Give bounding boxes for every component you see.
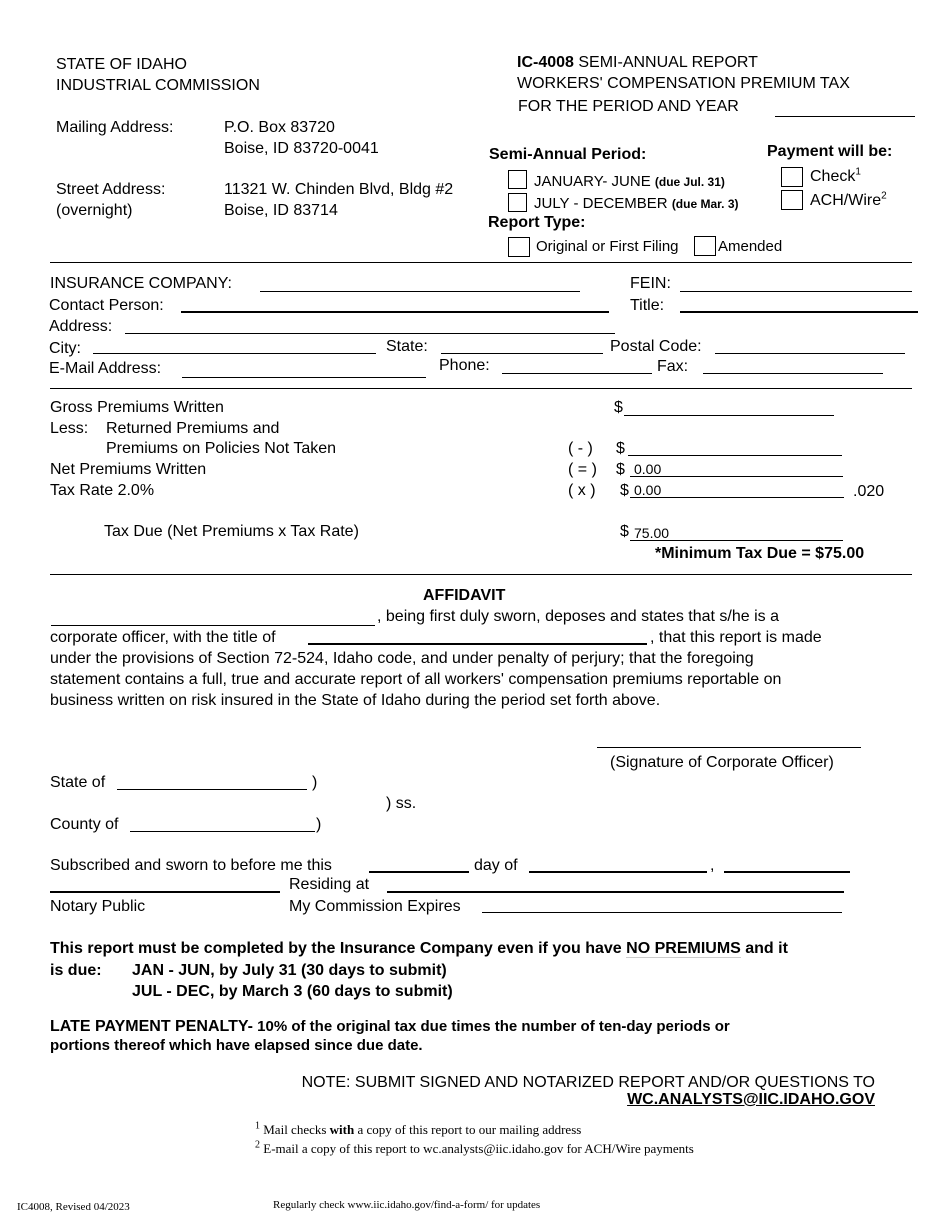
report-subtitle: WORKERS' COMPENSATION PREMIUM TAX [517,75,850,92]
option-check [810,166,861,185]
title-label: Title: [630,297,665,314]
currency-symbol: $ [616,440,625,457]
checkbox-ach-wire[interactable] [781,190,803,210]
county-of-input[interactable] [130,816,315,832]
street-address-sublabel: (overnight) [56,202,133,219]
footnote-text: E-mail a copy of this report to wc.analysts@iic.idaho.gov for ACH/Wire payments [260,1141,694,1156]
operator-times: ( x ) [568,482,596,499]
fein-label: FEIN: [630,275,671,292]
currency-symbol: $ [620,523,629,540]
mailing-address-label: Mailing Address: [56,119,174,136]
agency-name-line2: INDUSTRIAL COMMISSION [56,77,260,94]
footnote-ref: 2 [881,190,887,202]
city-label: City: [49,340,81,357]
notary-signature-input[interactable] [50,877,280,893]
tax-rate-label: Tax Rate 2.0% [50,482,155,499]
signature-label: (Signature of Corporate Officer) [610,754,834,771]
period-year-input[interactable] [775,101,915,117]
month-input[interactable] [529,857,707,873]
operator-minus: ( - ) [568,440,593,457]
address-input[interactable] [125,318,615,334]
checkbox-original-filing[interactable] [508,237,530,257]
street-address-line1: 11321 W. Chinden Blvd, Bldg #2 [224,181,454,198]
checkbox-july-december[interactable] [508,193,527,212]
net-premiums-label: Net Premiums Written [50,461,207,478]
minimum-tax-note: *Minimum Tax Due = $75.00 [655,545,865,562]
state-input[interactable] [441,338,603,354]
checkbox-amended[interactable] [694,236,716,256]
street-address-line2: Boise, ID 83714 [224,202,338,219]
footnote-emphasis: with [329,1122,355,1137]
form-number: IC-4008 [517,54,574,71]
state-of-input[interactable] [117,774,307,790]
gross-premiums-label: Gross Premiums Written [50,399,224,416]
signature-input[interactable] [597,732,861,748]
affidavit-heading: AFFIDAVIT [423,587,506,604]
tax-due-label: Tax Due (Net Premiums x Tax Rate) [104,523,359,540]
option-label: Check [810,168,856,185]
form-revision: IC4008, Revised 04/2023 [17,1201,130,1213]
submit-note: NOTE: SUBMIT SIGNED AND NOTARIZED REPORT AND/OR QUESTIONS TO [301,1074,875,1091]
footnote-text: Mail checks [260,1122,330,1137]
insurance-company-label: INSURANCE COMPANY: [50,275,232,292]
late-penalty-text2: portions thereof which have elapsed since due date. [50,1037,423,1054]
subscribed-label: Subscribed and sworn to before me this [50,857,332,874]
returned-premiums-input[interactable] [628,440,842,456]
email-input[interactable] [182,362,426,378]
update-note: Regularly check www.iic.idaho.gov/find-a-form/ for updates [273,1199,541,1211]
footnote-1 [255,1120,582,1137]
county-of-label: County of [50,816,119,833]
period-year-label: FOR THE PERIOD AND YEAR [518,98,739,115]
option-original-filing: Original or First Filing [536,238,679,255]
affidavit-line2-suffix: , that this report is made [650,629,822,646]
day-of-label: day of [474,857,518,874]
gross-premiums-input[interactable] [624,400,834,416]
net-premiums-input[interactable] [630,461,843,477]
footnote-ref: 1 [255,1120,260,1132]
option-amended: Amended [718,238,783,255]
address-label: Address: [49,318,113,335]
mailing-address-line2: Boise, ID 83720-0041 [224,140,379,157]
option-label: JULY - DECEMBER [534,195,672,212]
late-penalty [50,1019,730,1035]
footnote-ref: 2 [255,1139,260,1151]
instructions-due-label: is due: [50,962,102,979]
due-date: (due Mar. 3) [671,197,739,211]
affiant-name-input[interactable] [51,610,375,626]
day-input[interactable] [369,857,469,873]
paren: ) [312,774,318,791]
affidavit-line5: business written on risk insured in the State of Idaho during the period set forth above. [50,692,661,709]
option-july-december [534,196,739,211]
phone-label: Phone: [439,357,490,374]
comma: , [710,857,715,874]
report-title [517,55,758,71]
year-input[interactable] [724,857,850,873]
affidavit-line2-prefix: corporate officer, with the title of [50,629,276,646]
currency-symbol: $ [620,482,629,499]
tax-due-input[interactable] [630,525,843,541]
instructions-text: This report must be completed by the Insurance Company even if you have [50,940,627,957]
late-penalty-label: LATE PAYMENT PENALTY- [50,1018,253,1035]
officer-title-input[interactable] [308,629,647,645]
agency-name-line1: STATE OF IDAHO [56,56,187,73]
option-label: JANUARY- JUNE [534,173,655,190]
checkbox-check[interactable] [781,167,803,187]
instructions-due-jan-jun: JAN - JUN, by July 31 (30 days to submit) [132,962,447,979]
city-input[interactable] [93,338,376,354]
residing-at-label: Residing at [289,876,370,893]
commission-expires-label: My Commission Expires [289,898,461,915]
checkbox-january-june[interactable] [508,170,527,189]
instructions-line1 [50,941,788,957]
title-input[interactable] [680,297,918,313]
returned-premiums-label: Returned Premiums and [106,420,280,437]
report-type-heading: Report Type: [488,214,586,231]
report-title-text: SEMI-ANNUAL REPORT [573,54,758,71]
affidavit-line3: under the provisions of Section 72-524, Idaho code, and under penalty of perjury; that the foregoing [50,650,754,667]
instructions-text: and it [740,940,788,957]
affidavit-line4: statement contains a full, true and accurate report of all workers' compensation premiums reportable on [50,671,782,688]
footnote-ref: 1 [855,166,861,178]
divider [50,388,912,389]
fax-input[interactable] [703,358,883,374]
instructions-due-jul-dec: JUL - DEC, by March 3 (60 days to submit) [132,983,453,1000]
semi-annual-heading: Semi-Annual Period: [489,146,647,163]
tax-base-input[interactable] [630,482,844,498]
affidavit-line1: , being first duly sworn, deposes and states that s/he is a [377,608,779,625]
notary-public-label: Notary Public [50,898,146,915]
email-label: E-Mail Address: [49,360,162,377]
footnote-text: a copy of this report to our mailing address [354,1122,582,1137]
currency-symbol: $ [616,461,625,478]
commission-expires-input[interactable] [482,897,842,913]
divider [50,574,912,575]
option-january-june [534,174,725,189]
tax-rate-value: .020 [853,483,885,500]
state-of-label: State of [50,774,106,791]
mailing-address-line1: P.O. Box 83720 [224,119,335,136]
option-ach-wire [810,190,887,209]
ss-label: ) ss. [386,795,417,812]
submit-email-link[interactable]: WC.ANALYSTS@IIC.IDAHO.GOV [627,1091,875,1108]
currency-symbol: $ [614,399,623,416]
state-label: State: [386,338,428,355]
due-date: (due Jul. 31) [654,175,725,189]
phone-input[interactable] [502,358,652,374]
option-label: ACH/Wire [810,192,882,209]
payment-heading: Payment will be: [767,143,893,160]
divider [50,262,912,263]
no-premiums-emphasis: NO PREMIUMS [626,940,741,957]
contact-person-input[interactable] [181,297,609,313]
postal-code-label: Postal Code: [610,338,702,355]
less-label: Less: [50,420,89,437]
contact-person-label: Contact Person: [49,297,164,314]
not-taken-label: Premiums on Policies Not Taken [106,440,337,457]
fax-label: Fax: [657,358,689,375]
residing-at-input[interactable] [387,877,844,893]
paren: ) [316,816,322,833]
footnote-2 [255,1139,694,1156]
postal-code-input[interactable] [715,338,905,354]
fein-input[interactable] [680,276,912,292]
street-address-label: Street Address: [56,181,166,198]
operator-equals: ( = ) [568,461,597,478]
late-penalty-text: 10% of the original tax due times the number of ten-day periods or [252,1018,730,1035]
insurance-company-input[interactable] [260,276,580,292]
